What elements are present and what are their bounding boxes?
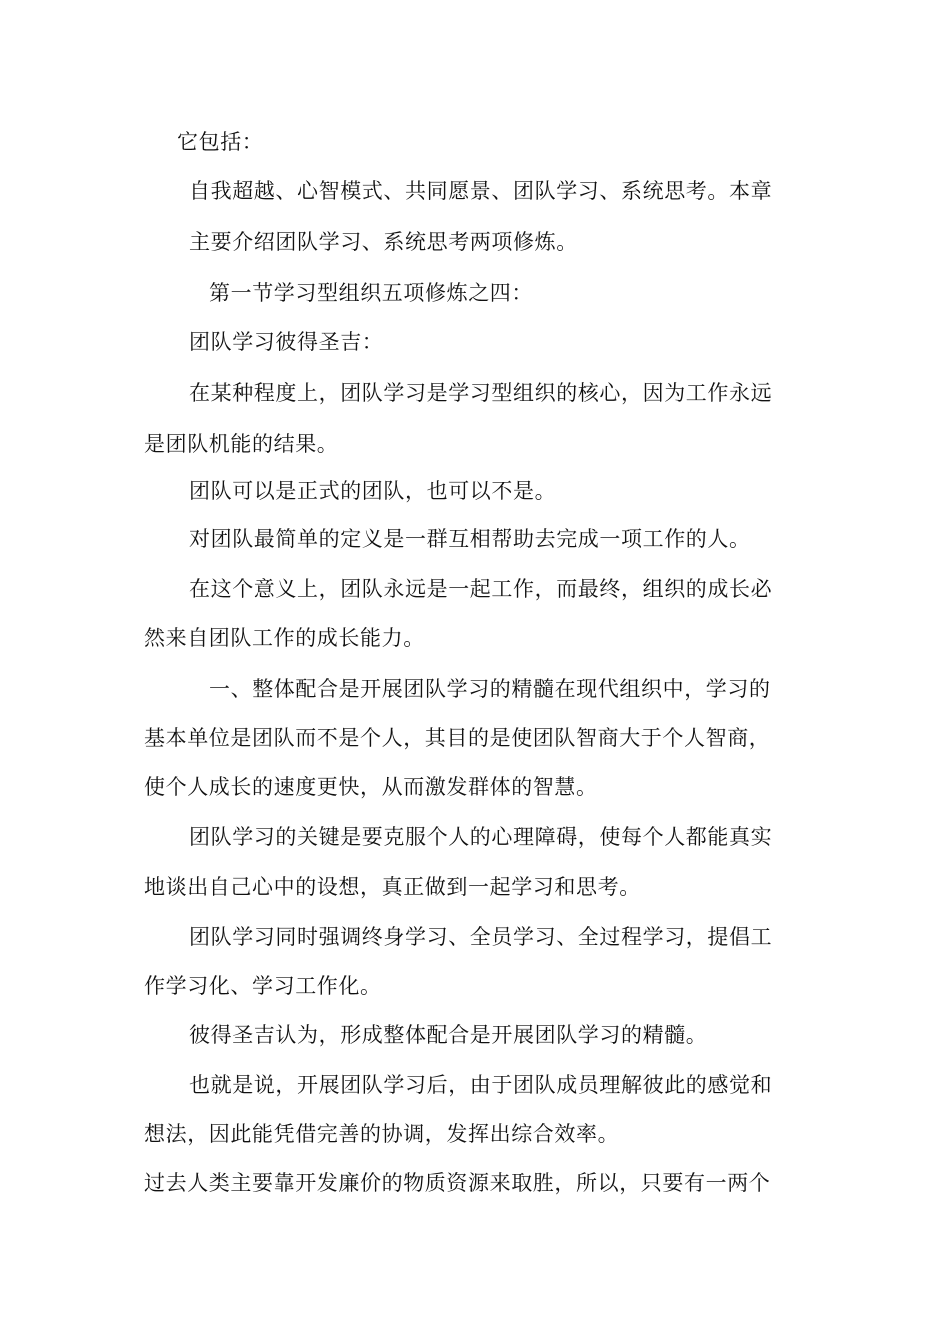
text-line: 自我超越、心智模式、共同愿景、团队学习、系统思考。本章 (189, 179, 773, 203)
text-line: 彼得圣吉认为，形成整体配合是开展团队学习的精髓。 (189, 1023, 708, 1047)
text-line: 团队学习彼得圣吉： (189, 330, 384, 354)
text-line: 团队可以是正式的团队，也可以不是。 (189, 479, 557, 503)
text-line: 基本单位是团队而不是个人，其目的是使团队智商大于个人智商， (144, 726, 771, 750)
text-line: 地谈出自己心中的设想，真正做到一起学习和思考。 (144, 875, 641, 899)
text-line: 一、整体配合是开展团队学习的精髓在现代组织中，学习的 (209, 677, 771, 701)
text-line: 在某种程度上，团队学习是学习型组织的核心，因为工作永远 (189, 381, 773, 405)
text-line: 主要介绍团队学习、系统思考两项修炼。 (189, 230, 578, 254)
text-line: 是团队机能的结果。 (144, 432, 339, 456)
text-line: 也就是说，开展团队学习后，由于团队成员理解彼此的感觉和 (189, 1073, 773, 1097)
text-line: 作学习化、学习工作化。 (144, 974, 382, 998)
text-line: 在这个意义上，团队永远是一起工作，而最终，组织的成长必 (189, 577, 773, 601)
text-line: 团队学习同时强调终身学习、全员学习、全过程学习，提倡工 (189, 925, 773, 949)
text-line: 想法，因此能凭借完善的协调，发挥出综合效率。 (144, 1122, 620, 1146)
text-line: 团队学习的关键是要克服个人的心理障碍，使每个人都能真实 (189, 825, 773, 849)
text-line: 对团队最简单的定义是一群互相帮助去完成一项工作的人。 (189, 527, 751, 551)
section-heading: 第一节学习型组织五项修炼之四： (209, 281, 533, 305)
text-line: 过去人类主要靠开发廉价的物质资源来取胜，所以，只要有一两个 (144, 1171, 771, 1195)
text-line: 使个人成长的速度更快，从而激发群体的智慧。 (144, 775, 598, 799)
text-line: 然来自团队工作的成长能力。 (144, 626, 425, 650)
text-line: 它包括： (177, 130, 264, 154)
